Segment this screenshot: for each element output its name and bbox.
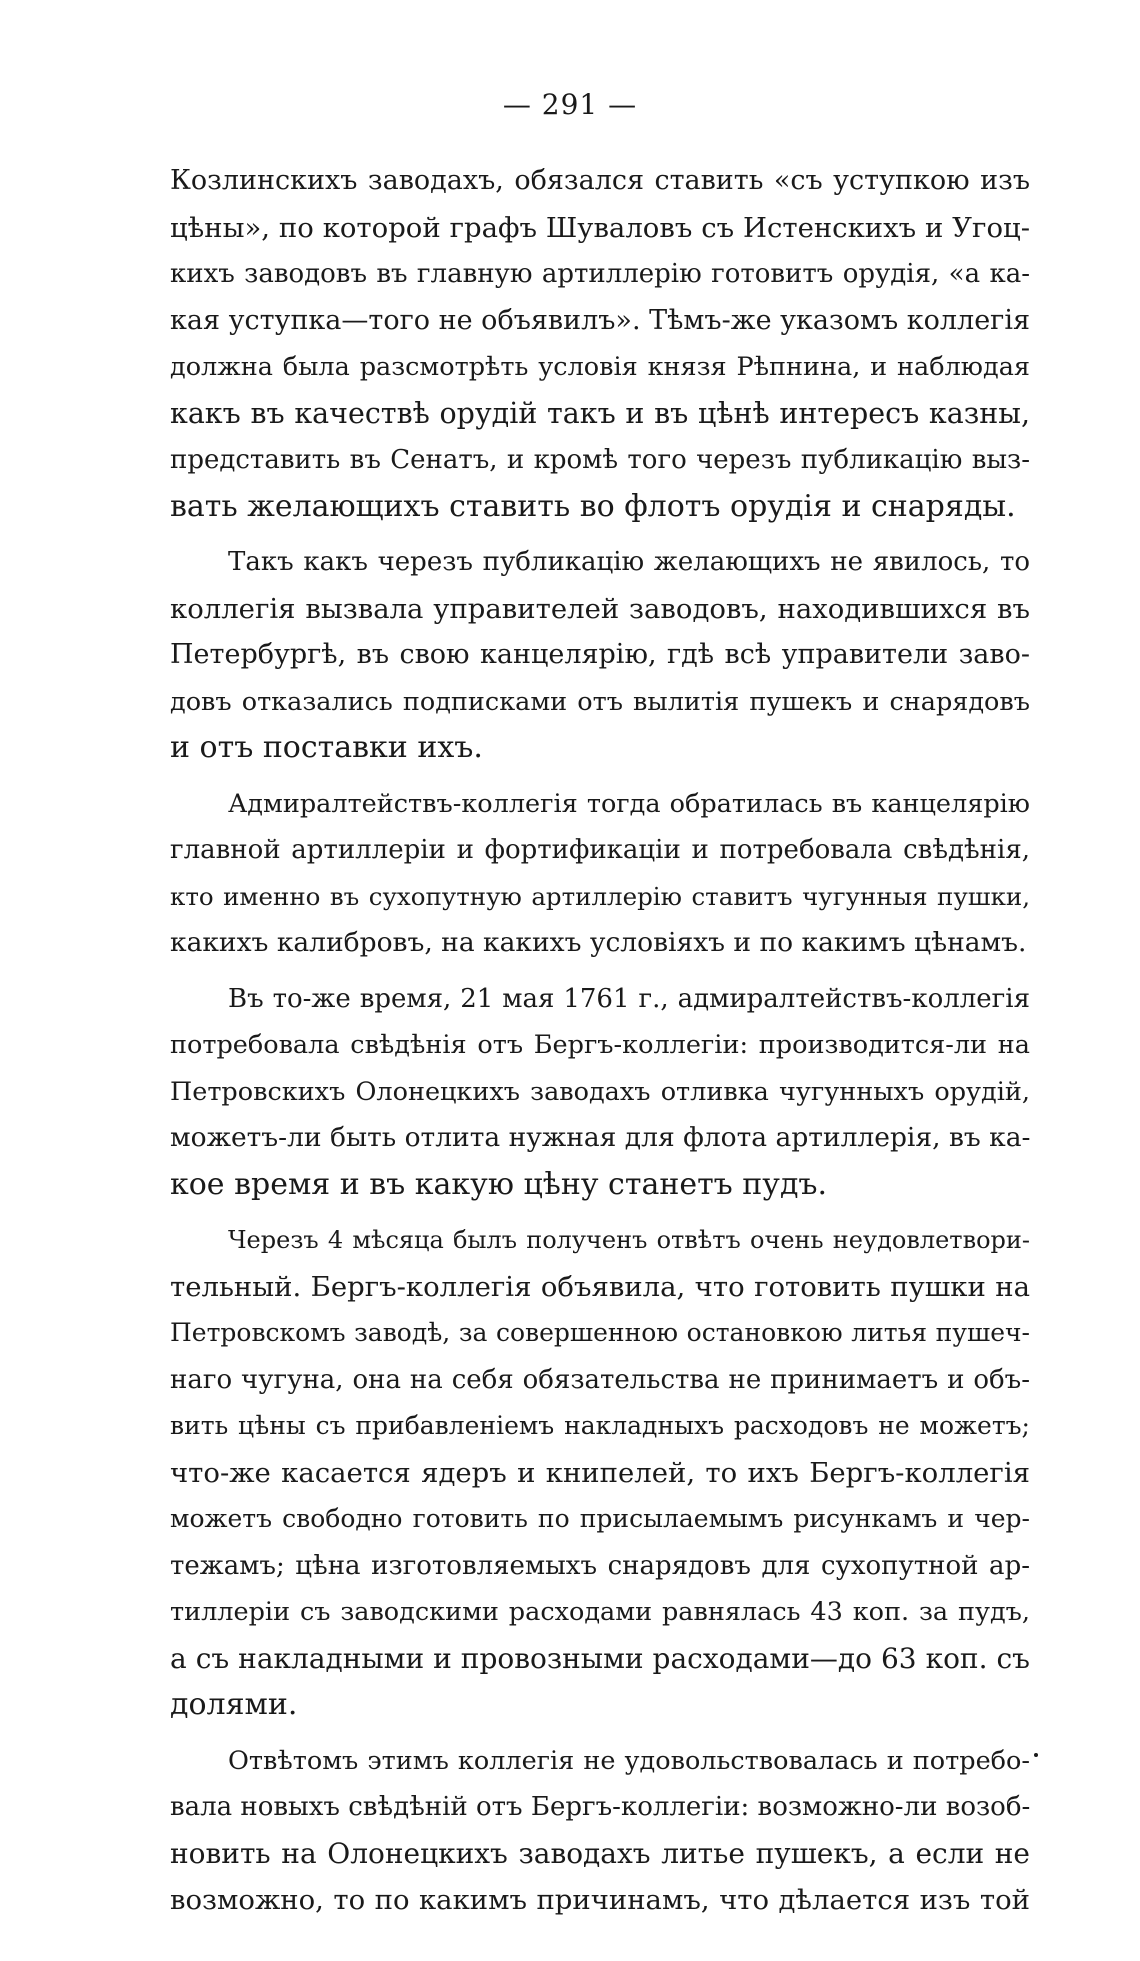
text-line: кихъ заводовъ въ главную артиллерію готовитъ орудія, «а ка-: [170, 259, 1030, 289]
text-line: Черезъ 4 мѣсяца былъ полученъ отвѣтъ очень неудовлетвори-: [228, 1226, 1030, 1254]
text-line: Козлинскихъ заводахъ, обязался ставить «съ уступкою изъ: [170, 165, 1030, 196]
text-line: новить на Олонецкихъ заводахъ литье пушекъ, а если не: [170, 1836, 1030, 1870]
ink-speck: [1034, 1753, 1038, 1757]
paragraph-gap: [170, 1729, 1030, 1738]
paragraph-gap: [170, 1208, 1030, 1217]
text-line: Петербургѣ, въ свою канцелярію, гдѣ всѣ управители заво-: [170, 639, 1030, 670]
text-line: что-же касается ядеръ и книпелей, то ихъ Бергъ-коллегія: [170, 1456, 1030, 1489]
text-line: Въ то-же время, 21 мая 1761 г., адмиралтействъ-коллегія: [228, 983, 1030, 1014]
text-line: можетъ-ли быть отлита нужная для флота артиллерія, въ ка-: [170, 1122, 1030, 1153]
text-line: тельный. Бергъ-коллегія объявила, что готовить пушки на: [170, 1270, 1030, 1303]
paragraph: [170, 158, 1030, 530]
text-line: тиллеріи съ заводскими расходами равнялась 43 коп. за пудъ,: [170, 1597, 1030, 1627]
paragraph: [170, 539, 1030, 772]
text-line: можетъ свободно готовить по присылаемымъ рисункамъ и чер-: [170, 1504, 1030, 1533]
text-line: вала новыхъ свѣдѣній отъ Бергъ-коллегіи: возможно-ли возоб-: [170, 1792, 1030, 1822]
text-line: Петровскомъ заводѣ, за совершенною остановкою литья пушеч-: [170, 1318, 1030, 1347]
text-line: коллегія вызвала управителей заводовъ, находившихся въ: [170, 592, 1030, 625]
text-line: должна была разсмотрѣть условія князя Рѣпнина, и наблюдая: [170, 352, 1030, 382]
text-line: кая уступка—того не объявилъ». Тѣмъ-же указомъ коллегія: [170, 304, 1030, 336]
paragraph: [170, 976, 1030, 1209]
paragraph: [170, 781, 1030, 967]
text-line: довъ отказались подписками отъ вылитія пушекъ и снарядовъ: [170, 686, 1030, 717]
text-line: Отвѣтомъ этимъ коллегія не удовольствовалась и потребо-: [228, 1745, 1030, 1776]
text-line: цѣны», по которой графъ Шуваловъ съ Истенскихъ и Угоц-: [170, 211, 1030, 244]
text-line: вать желающихъ ставить во флотъ орудія и снаряды.: [170, 488, 1016, 524]
text-line: какъ въ качествѣ орудій такъ и въ цѣнѣ интересъ казны,: [170, 396, 1030, 430]
body-text: [170, 158, 1030, 1924]
paragraph-gap: [170, 967, 1030, 976]
text-line: представить въ Сенатъ, и кромѣ того черезъ публикацію выз-: [170, 445, 1030, 475]
text-line: а съ накладными и провозными расходами—до 63 коп. съ: [170, 1641, 1030, 1675]
paragraph-gap: [170, 530, 1030, 539]
text-line: тежамъ; цѣна изготовляемыхъ снарядовъ для сухопутной ар-: [170, 1550, 1030, 1581]
text-line: кое время и въ какую цѣну станетъ пудъ.: [170, 1166, 828, 1202]
text-line: Такъ какъ черезъ публикацію желающихъ не явилось, то: [228, 547, 1030, 577]
text-line: возможно, то по какимъ причинамъ, что дѣлается изъ той: [170, 1884, 1030, 1916]
text-line: наго чугуна, она на себя обязательства не принимаетъ и объ-: [170, 1364, 1030, 1395]
paragraph-gap: [170, 772, 1030, 781]
text-line: потребовала свѣдѣнія отъ Бергъ-коллегіи: производится-ли на: [170, 1030, 1030, 1060]
text-line: главной артиллеріи и фортификаціи и потребовала свѣдѣнія,: [170, 835, 1030, 865]
page-number: — 291 —: [502, 88, 638, 121]
text-line: Адмиралтействъ-коллегія тогда обратилась въ канцелярію: [228, 788, 1030, 819]
paragraph: [170, 1738, 1030, 1924]
text-line: Петровскихъ Олонецкихъ заводахъ отливка чугунныхъ орудій,: [170, 1076, 1030, 1107]
text-line: какихъ калибровъ, на какихъ условіяхъ и по какимъ цѣнамъ.: [170, 927, 1027, 958]
text-line: кто именно въ сухопутную артиллерію ставитъ чугунныя пушки,: [170, 881, 1030, 911]
paragraph: [170, 1217, 1030, 1729]
text-line: вить цѣны съ прибавленіемъ накладныхъ расходовъ не можетъ;: [170, 1411, 1030, 1440]
text-line: долями.: [170, 1687, 298, 1722]
text-line: и отъ поставки ихъ.: [170, 730, 483, 765]
